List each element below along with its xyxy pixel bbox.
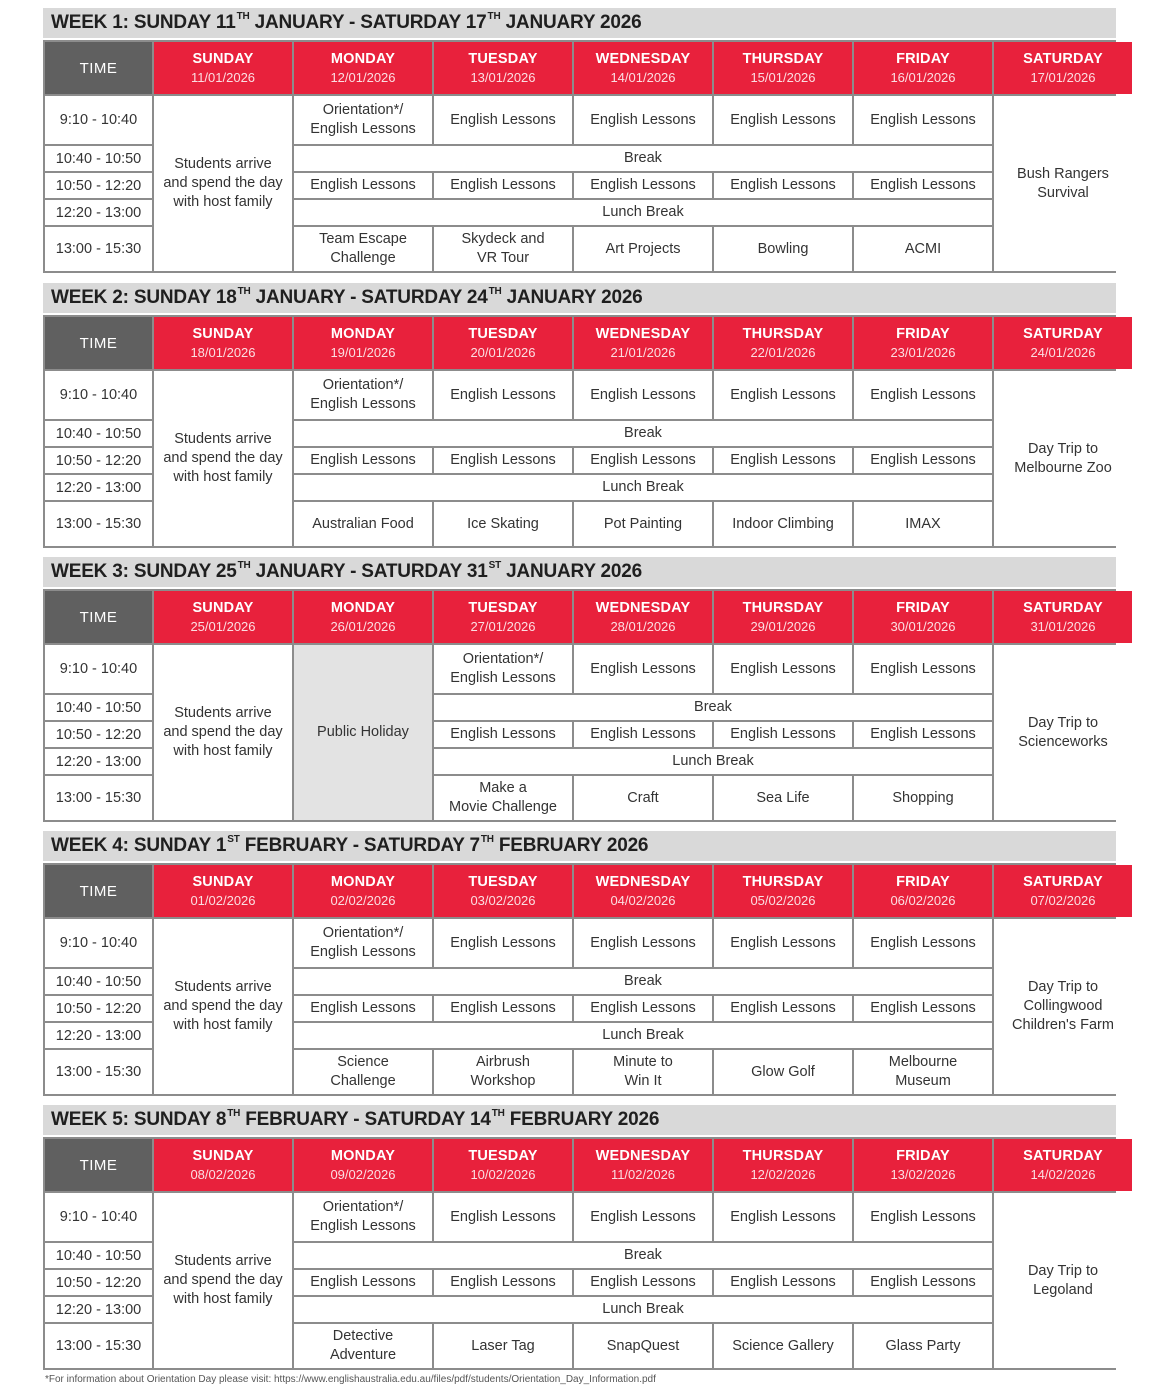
time-slot: 9:10 - 10:40 [45, 1193, 152, 1241]
day-header [154, 865, 292, 917]
day-name: FRIDAY [896, 874, 950, 890]
lunch-break-cell: Lunch Break [294, 200, 992, 225]
schedule-grid [43, 863, 1116, 1096]
day-name: MONDAY [330, 1148, 396, 1164]
saturday-activity-cell: Day Trip to Scienceworks [994, 645, 1132, 820]
day-header [154, 317, 292, 369]
day-name: TUESDAY [468, 600, 538, 616]
lunch-break-cell: Lunch Break [294, 1023, 992, 1048]
week-5-section [43, 1105, 1116, 1370]
day-date: 03/02/2026 [470, 893, 536, 908]
afternoon-activity-cell: SnapQuest [574, 1324, 712, 1368]
day-header [714, 42, 852, 94]
day-name: THURSDAY [742, 51, 824, 67]
lesson-cell: English Lessons [434, 1193, 572, 1241]
lesson-cell: Orientation*/ English Lessons [294, 96, 432, 144]
lesson-cell: English Lessons [434, 722, 572, 747]
lesson-cell: English Lessons [574, 919, 712, 967]
lesson-cell: English Lessons [434, 371, 572, 419]
lesson-cell: English Lessons [714, 1193, 852, 1241]
lesson-cell: English Lessons [714, 996, 852, 1021]
lesson-cell: English Lessons [294, 173, 432, 198]
day-header [294, 317, 432, 369]
afternoon-activity-cell: Melbourne Museum [854, 1050, 992, 1094]
afternoon-activity-cell: Glow Golf [714, 1050, 852, 1094]
sunday-arrival-cell: Students arrive and spend the day with host family [154, 919, 292, 1094]
day-name: THURSDAY [742, 600, 824, 616]
day-name: WEDNESDAY [595, 874, 691, 890]
day-date: 29/01/2026 [750, 619, 816, 634]
day-name: WEDNESDAY [595, 326, 691, 342]
lesson-cell: English Lessons [854, 1270, 992, 1295]
lesson-cell: English Lessons [294, 1270, 432, 1295]
day-header [434, 1139, 572, 1191]
week-title: WEEK 1: SUNDAY 11TH JANUARY - SATURDAY 17TH JANUARY 2026 [43, 8, 1116, 38]
day-name: FRIDAY [896, 51, 950, 67]
time-slot: 9:10 - 10:40 [45, 645, 152, 693]
day-date: 11/01/2026 [190, 70, 256, 85]
afternoon-activity-cell: IMAX [854, 502, 992, 546]
schedule-grid [43, 40, 1116, 273]
day-header [434, 42, 572, 94]
week-1-section [43, 8, 1116, 273]
time-header: TIME [45, 42, 152, 94]
day-name: SATURDAY [1023, 874, 1103, 890]
time-slot: 12:20 - 13:00 [45, 475, 152, 500]
lesson-cell: English Lessons [714, 448, 852, 473]
day-name: TUESDAY [468, 1148, 538, 1164]
lesson-cell: English Lessons [574, 96, 712, 144]
day-date: 07/02/2026 [1030, 893, 1096, 908]
time-slot: 10:50 - 12:20 [45, 173, 152, 198]
day-date: 17/01/2026 [1030, 70, 1096, 85]
day-name: TUESDAY [468, 874, 538, 890]
day-date: 14/01/2026 [610, 70, 676, 85]
day-header [854, 591, 992, 643]
afternoon-activity-cell: Glass Party [854, 1324, 992, 1368]
lesson-cell: Orientation*/ English Lessons [294, 919, 432, 967]
day-name: WEDNESDAY [595, 51, 691, 67]
afternoon-activity-cell: ACMI [854, 227, 992, 271]
day-name: MONDAY [330, 51, 396, 67]
time-header: TIME [45, 317, 152, 369]
time-header: TIME [45, 591, 152, 643]
day-name: TUESDAY [468, 51, 538, 67]
day-date: 30/01/2026 [890, 619, 956, 634]
lesson-cell: English Lessons [854, 722, 992, 747]
time-header: TIME [45, 865, 152, 917]
day-name: SUNDAY [192, 1148, 254, 1164]
day-name: WEDNESDAY [595, 600, 691, 616]
day-header [294, 591, 432, 643]
day-date: 26/01/2026 [330, 619, 396, 634]
day-date: 13/01/2026 [470, 70, 536, 85]
week-2-section [43, 283, 1116, 548]
day-header [994, 865, 1132, 917]
time-header: TIME [45, 1139, 152, 1191]
lesson-cell: English Lessons [854, 919, 992, 967]
sunday-arrival-cell: Students arrive and spend the day with host family [154, 371, 292, 546]
day-date: 24/01/2026 [1030, 345, 1096, 360]
day-date: 22/01/2026 [750, 345, 816, 360]
day-name: SATURDAY [1023, 600, 1103, 616]
lesson-cell: English Lessons [294, 996, 432, 1021]
day-date: 14/02/2026 [1030, 1167, 1096, 1182]
lesson-cell: English Lessons [854, 371, 992, 419]
lunch-break-cell: Lunch Break [294, 1297, 992, 1322]
week-4-section [43, 831, 1116, 1096]
day-date: 12/02/2026 [750, 1167, 816, 1182]
break-cell: Break [294, 1243, 992, 1268]
lesson-cell: English Lessons [574, 645, 712, 693]
lesson-cell: English Lessons [574, 722, 712, 747]
day-header [294, 865, 432, 917]
lesson-cell: Orientation*/ English Lessons [434, 645, 572, 693]
day-name: THURSDAY [742, 1148, 824, 1164]
day-header [994, 1139, 1132, 1191]
day-date: 06/02/2026 [890, 893, 956, 908]
lesson-cell: English Lessons [434, 1270, 572, 1295]
lesson-cell: English Lessons [434, 996, 572, 1021]
day-date: 08/02/2026 [190, 1167, 256, 1182]
lunch-break-cell: Lunch Break [294, 475, 992, 500]
day-header [994, 42, 1132, 94]
lesson-cell: English Lessons [574, 1270, 712, 1295]
lesson-cell: English Lessons [434, 448, 572, 473]
time-slot: 9:10 - 10:40 [45, 919, 152, 967]
day-date: 05/02/2026 [750, 893, 816, 908]
lesson-cell: English Lessons [574, 371, 712, 419]
day-header [574, 317, 712, 369]
break-cell: Break [294, 421, 992, 446]
day-name: SUNDAY [192, 326, 254, 342]
day-name: MONDAY [330, 874, 396, 890]
lesson-cell: English Lessons [714, 1270, 852, 1295]
break-cell: Break [434, 695, 992, 720]
break-cell: Break [294, 146, 992, 171]
lesson-cell: English Lessons [854, 645, 992, 693]
day-date: 28/01/2026 [610, 619, 676, 634]
time-slot: 10:40 - 10:50 [45, 146, 152, 171]
sunday-arrival-cell: Students arrive and spend the day with host family [154, 645, 292, 820]
afternoon-activity-cell: Make a Movie Challenge [434, 776, 572, 820]
afternoon-activity-cell: Art Projects [574, 227, 712, 271]
afternoon-activity-cell: Sea Life [714, 776, 852, 820]
time-slot: 12:20 - 13:00 [45, 749, 152, 774]
week-title: WEEK 5: SUNDAY 8TH FEBRUARY - SATURDAY 14TH FEBRUARY 2026 [43, 1105, 1116, 1135]
day-header [854, 317, 992, 369]
day-header [714, 317, 852, 369]
afternoon-activity-cell: Australian Food [294, 502, 432, 546]
schedule-grid [43, 315, 1116, 548]
lesson-cell: English Lessons [574, 448, 712, 473]
time-slot: 9:10 - 10:40 [45, 371, 152, 419]
saturday-activity-cell: Day Trip to Melbourne Zoo [994, 371, 1132, 546]
day-name: FRIDAY [896, 326, 950, 342]
day-name: THURSDAY [742, 874, 824, 890]
afternoon-activity-cell: Detective Adventure [294, 1324, 432, 1368]
day-name: FRIDAY [896, 600, 950, 616]
day-header [854, 1139, 992, 1191]
day-date: 23/01/2026 [890, 345, 956, 360]
day-name: SATURDAY [1023, 326, 1103, 342]
day-date: 31/01/2026 [1030, 619, 1096, 634]
lesson-cell: English Lessons [714, 371, 852, 419]
lesson-cell: English Lessons [854, 448, 992, 473]
day-name: MONDAY [330, 326, 396, 342]
day-header [574, 1139, 712, 1191]
day-date: 01/02/2026 [190, 893, 256, 908]
lesson-cell: Orientation*/ English Lessons [294, 1193, 432, 1241]
day-date: 12/01/2026 [330, 70, 396, 85]
day-header [154, 591, 292, 643]
afternoon-activity-cell: Science Gallery [714, 1324, 852, 1368]
afternoon-activity-cell: Shopping [854, 776, 992, 820]
week-3-section [43, 557, 1116, 822]
lesson-cell: English Lessons [854, 173, 992, 198]
afternoon-activity-cell: Laser Tag [434, 1324, 572, 1368]
lesson-cell: English Lessons [854, 1193, 992, 1241]
lesson-cell: English Lessons [434, 173, 572, 198]
time-slot: 13:00 - 15:30 [45, 1324, 152, 1368]
day-header [294, 1139, 432, 1191]
week-title: WEEK 2: SUNDAY 18TH JANUARY - SATURDAY 24TH JANUARY 2026 [43, 283, 1116, 313]
day-date: 20/01/2026 [470, 345, 536, 360]
lesson-cell: English Lessons [714, 722, 852, 747]
day-date: 02/02/2026 [330, 893, 396, 908]
time-slot: 13:00 - 15:30 [45, 776, 152, 820]
afternoon-activity-cell: Ice Skating [434, 502, 572, 546]
day-name: SATURDAY [1023, 51, 1103, 67]
day-date: 21/01/2026 [610, 345, 676, 360]
footnote: *For information about Orientation Day please visit: https://www.englishaustralia.edu.au/files/pdf/students/Orientation_Day_Information.pdf [45, 1374, 656, 1385]
day-date: 09/02/2026 [330, 1167, 396, 1182]
day-header [994, 317, 1132, 369]
time-slot: 12:20 - 13:00 [45, 1023, 152, 1048]
day-date: 25/01/2026 [190, 619, 256, 634]
lesson-cell: English Lessons [714, 919, 852, 967]
time-slot: 10:50 - 12:20 [45, 1270, 152, 1295]
day-header [574, 591, 712, 643]
afternoon-activity-cell: Pot Painting [574, 502, 712, 546]
time-slot: 10:40 - 10:50 [45, 1243, 152, 1268]
time-slot: 12:20 - 13:00 [45, 1297, 152, 1322]
day-header [714, 591, 852, 643]
day-header [854, 42, 992, 94]
lesson-cell: English Lessons [434, 96, 572, 144]
day-name: MONDAY [330, 600, 396, 616]
lesson-cell: English Lessons [434, 919, 572, 967]
afternoon-activity-cell: Craft [574, 776, 712, 820]
lesson-cell: English Lessons [854, 96, 992, 144]
sunday-arrival-cell: Students arrive and spend the day with host family [154, 1193, 292, 1368]
day-name: SATURDAY [1023, 1148, 1103, 1164]
day-date: 27/01/2026 [470, 619, 536, 634]
lunch-break-cell: Lunch Break [434, 749, 992, 774]
time-slot: 10:50 - 12:20 [45, 448, 152, 473]
time-slot: 13:00 - 15:30 [45, 502, 152, 546]
day-header [574, 42, 712, 94]
lesson-cell: English Lessons [854, 996, 992, 1021]
lesson-cell: English Lessons [714, 173, 852, 198]
day-name: SUNDAY [192, 600, 254, 616]
lesson-cell: English Lessons [574, 173, 712, 198]
afternoon-activity-cell: Science Challenge [294, 1050, 432, 1094]
sunday-arrival-cell: Students arrive and spend the day with host family [154, 96, 292, 271]
day-name: SUNDAY [192, 51, 254, 67]
time-slot: 10:40 - 10:50 [45, 969, 152, 994]
afternoon-activity-cell: Airbrush Workshop [434, 1050, 572, 1094]
time-slot: 12:20 - 13:00 [45, 200, 152, 225]
lesson-cell: English Lessons [574, 1193, 712, 1241]
afternoon-activity-cell: Bowling [714, 227, 852, 271]
day-date: 19/01/2026 [330, 345, 396, 360]
week-title: WEEK 4: SUNDAY 1ST FEBRUARY - SATURDAY 7TH FEBRUARY 2026 [43, 831, 1116, 861]
afternoon-activity-cell: Indoor Climbing [714, 502, 852, 546]
day-date: 04/02/2026 [610, 893, 676, 908]
day-date: 18/01/2026 [190, 345, 256, 360]
day-date: 13/02/2026 [890, 1167, 956, 1182]
day-header [854, 865, 992, 917]
day-name: FRIDAY [896, 1148, 950, 1164]
time-slot: 13:00 - 15:30 [45, 227, 152, 271]
saturday-activity-cell: Day Trip to Collingwood Children's Farm [994, 919, 1132, 1094]
day-header [294, 42, 432, 94]
day-header [434, 865, 572, 917]
time-slot: 10:40 - 10:50 [45, 421, 152, 446]
day-header [574, 865, 712, 917]
saturday-activity-cell: Day Trip to Legoland [994, 1193, 1132, 1368]
day-header [154, 1139, 292, 1191]
lesson-cell: English Lessons [574, 996, 712, 1021]
afternoon-activity-cell: Skydeck and VR Tour [434, 227, 572, 271]
day-date: 16/01/2026 [890, 70, 956, 85]
day-header [434, 317, 572, 369]
time-slot: 10:50 - 12:20 [45, 722, 152, 747]
day-date: 11/02/2026 [610, 1167, 676, 1182]
day-date: 10/02/2026 [470, 1167, 536, 1182]
break-cell: Break [294, 969, 992, 994]
day-header [994, 591, 1132, 643]
day-date: 15/01/2026 [750, 70, 816, 85]
public-holiday-cell: Public Holiday [294, 645, 432, 820]
day-name: THURSDAY [742, 326, 824, 342]
time-slot: 10:50 - 12:20 [45, 996, 152, 1021]
day-header [714, 865, 852, 917]
lesson-cell: English Lessons [294, 448, 432, 473]
saturday-activity-cell: Bush Rangers Survival [994, 96, 1132, 271]
lesson-cell: English Lessons [714, 96, 852, 144]
time-slot: 10:40 - 10:50 [45, 695, 152, 720]
schedule-grid [43, 589, 1116, 822]
day-header [714, 1139, 852, 1191]
day-name: WEDNESDAY [595, 1148, 691, 1164]
afternoon-activity-cell: Minute to Win It [574, 1050, 712, 1094]
day-header [154, 42, 292, 94]
time-slot: 9:10 - 10:40 [45, 96, 152, 144]
day-name: SUNDAY [192, 874, 254, 890]
schedule-grid [43, 1137, 1116, 1370]
time-slot: 13:00 - 15:30 [45, 1050, 152, 1094]
afternoon-activity-cell: Team Escape Challenge [294, 227, 432, 271]
week-title: WEEK 3: SUNDAY 25TH JANUARY - SATURDAY 31ST JANUARY 2026 [43, 557, 1116, 587]
lesson-cell: Orientation*/ English Lessons [294, 371, 432, 419]
lesson-cell: English Lessons [714, 645, 852, 693]
day-header [434, 591, 572, 643]
day-name: TUESDAY [468, 326, 538, 342]
